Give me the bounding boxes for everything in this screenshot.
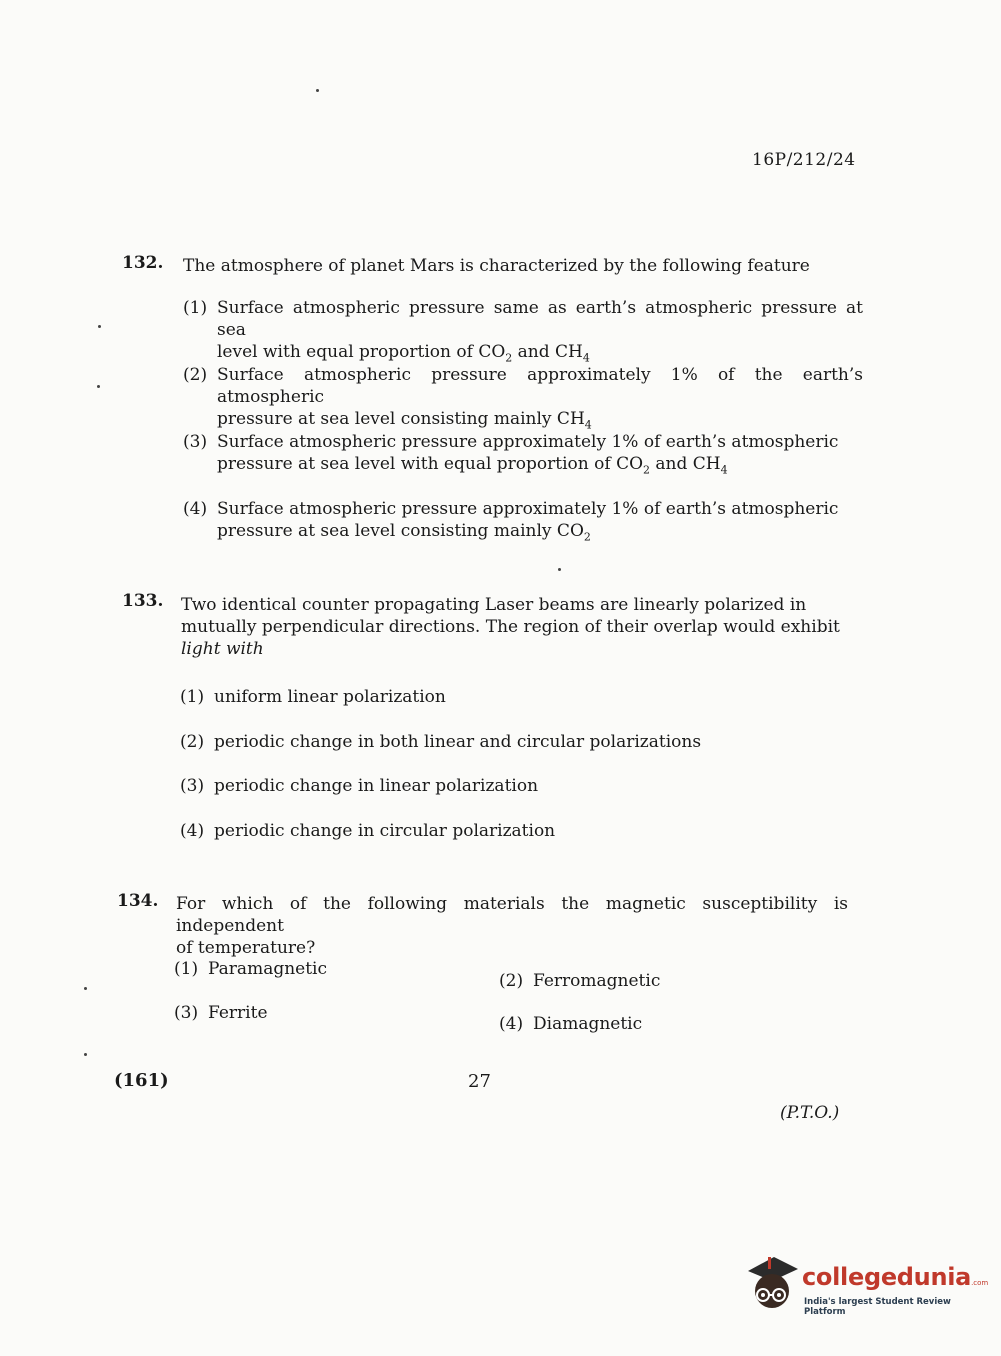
option-133-1: (1) uniform linear polarization (180, 687, 446, 707)
option-number: (2) (183, 365, 208, 385)
option-134-1: (1) Paramagnetic (174, 959, 328, 979)
question-number: 134. (117, 891, 159, 911)
option-line: Surface atmospheric pressure same as earth’s atmospheric pressure at sea (217, 298, 863, 340)
option-134-2: (2) Ferromagnetic (499, 971, 661, 991)
option-number: (3) (183, 432, 208, 452)
page-number: 27 (468, 1071, 491, 1092)
paper-code: 16P/212/24 (752, 150, 856, 170)
question-text: The atmosphere of planet Mars is characterized by the following feature (183, 256, 810, 276)
option-line: Surface atmospheric pressure approximately 1% of earth’s atmospheric (217, 499, 839, 519)
brand-tagline: India's largest Student Review Platform (804, 1297, 951, 1317)
option-133-2: (2) periodic change in both linear and circular polarizations (180, 732, 702, 752)
question-text: For which of the following materials the magnetic susceptibility is independent of temperature? (176, 894, 848, 958)
option-line-2: level with equal proportion of $CO_2$ and $CH_4$ (217, 342, 590, 365)
option-134-3: (3) Ferrite (174, 1003, 268, 1023)
option-132-4 (183, 498, 863, 548)
question-number: 132. (122, 253, 164, 273)
option-132-2 (183, 364, 863, 436)
option-134-4: (4) Diamagnetic (499, 1014, 643, 1034)
question-text: Two identical counter propagating Laser beams are linearly polarized in mutually perpendicular directions. The region of their overlap would exhibit light with (181, 595, 840, 659)
option-number: (4) (183, 499, 208, 519)
option-line-2: pressure at sea level with equal proportion of $CO_2$ and $CH_4$ (217, 454, 728, 477)
series-code: (161) (114, 1070, 169, 1091)
option-line-2: pressure at sea level consisting mainly $CO_2$ (217, 521, 591, 544)
option-133-3: (3) periodic change in linear polarization (180, 776, 539, 796)
option-132-1 (183, 297, 863, 369)
brand-name: collegedunia (802, 1263, 972, 1291)
option-line: Surface atmospheric pressure approximately 1% of the earth’s atmospheric (217, 365, 863, 407)
option-133-4: (4) periodic change in circular polarization (180, 821, 556, 841)
option-number: (1) (183, 298, 208, 318)
brand-suffix: .com (971, 1279, 989, 1287)
brand-logo (744, 1251, 989, 1321)
pto-label: (P.T.O.) (780, 1103, 840, 1123)
question-number: 133. (122, 591, 164, 611)
option-132-3 (183, 431, 863, 481)
option-line-2: pressure at sea level consisting mainly $CH_4$ (217, 409, 592, 432)
mascot-icon (744, 1253, 800, 1311)
option-line: Surface atmospheric pressure approximately 1% of earth’s atmospheric (217, 432, 839, 452)
